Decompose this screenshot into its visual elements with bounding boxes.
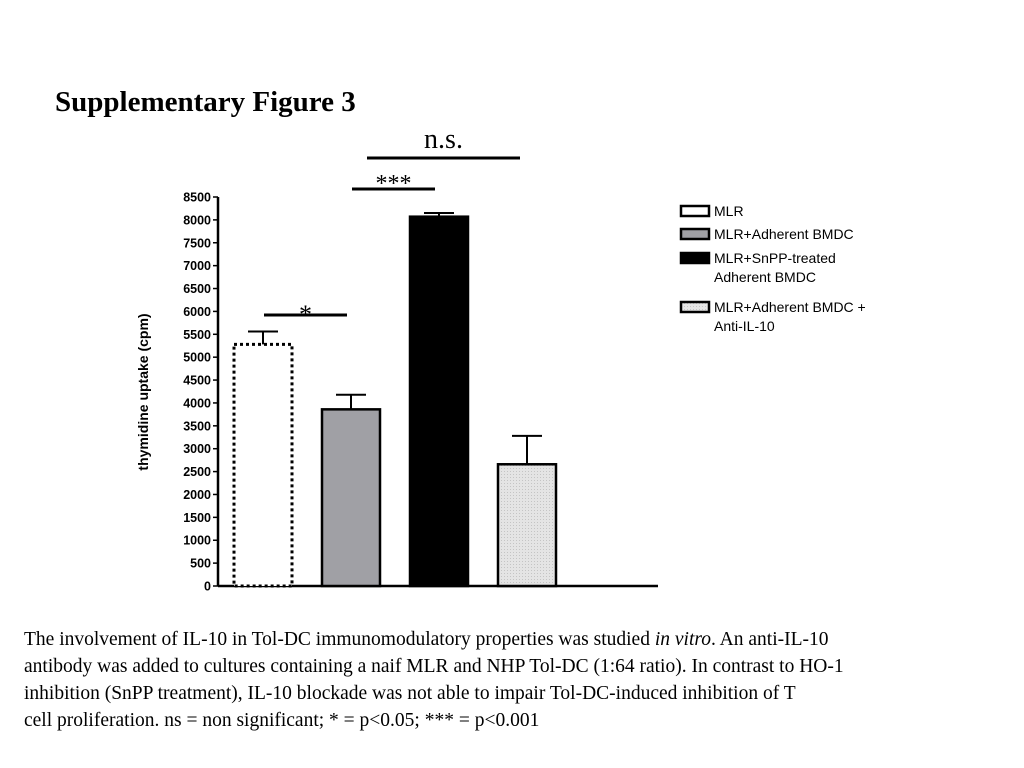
y-tick-label: 4000 [183,396,211,411]
y-tick-label: 1500 [183,510,211,525]
figure-caption [24,626,1014,734]
y-tick-label: 1000 [183,533,211,548]
significance-label-3: n.s. [424,124,463,155]
y-tick-label: 4500 [183,373,211,388]
bar-2 [322,409,380,586]
y-tick-label: 7500 [183,236,211,251]
caption-line-1 [24,626,1014,653]
y-tick-label: 2000 [183,487,211,502]
bar-3 [410,217,468,586]
bar-1 [234,344,292,586]
caption-line-1-pre: The involvement of IL-10 in Tol-DC immunomodulatory properties was studied [24,629,655,650]
caption-line-1-post: . An anti-IL-10 [711,629,829,650]
legend-label-1: MLR [714,203,744,219]
significance-label-2: *** [375,171,412,197]
y-tick-label: 0 [204,579,211,594]
legend-swatch-1 [681,206,709,216]
legend-swatch-3 [681,253,709,263]
legend-label-3: Adherent BMDC [714,269,816,285]
legend-label-4: Anti-IL-10 [714,318,775,334]
y-axis-label: thymidine uptake (cpm) [135,313,151,471]
y-tick-label: 3500 [183,419,211,434]
y-tick-label: 3000 [183,442,211,457]
y-tick-label: 2500 [183,465,211,480]
y-tick-label: 6000 [183,304,211,319]
bar-4 [498,464,556,586]
y-tick-label: 6500 [183,282,211,297]
y-tick-label: 7000 [183,259,211,274]
y-tick-label: 8500 [183,190,211,205]
legend-label-3: MLR+SnPP-treated [714,250,836,266]
figure-title: Supplementary Figure 3 [55,86,356,118]
caption-line-2: antibody was added to cultures containing a naif MLR and NHP Tol-DC (1:64 ratio). In contrast to HO-1 [24,656,844,677]
y-tick-label: 500 [190,556,211,571]
legend-label-4: MLR+Adherent BMDC + [714,299,866,315]
bars-group [234,213,556,586]
y-tick-label: 5500 [183,327,211,342]
significance-label-1: * [299,300,312,329]
y-tick-label: 5000 [183,350,211,365]
legend [681,203,866,334]
significance-group [264,124,520,329]
legend-swatch-2 [681,229,709,239]
legend-swatch-4 [681,302,709,312]
caption-line-4: cell proliferation. ns = non significant; * = p<0.05; *** = p<0.001 [24,710,540,731]
caption-italic-in-vitro: in vitro [654,629,711,650]
y-tick-label: 8000 [183,213,211,228]
caption-line-3: inhibition (SnPP treatment), IL-10 blockade was not able to impair Tol-DC-induced inhibition of T [24,683,796,704]
legend-label-2: MLR+Adherent BMDC [714,226,854,242]
